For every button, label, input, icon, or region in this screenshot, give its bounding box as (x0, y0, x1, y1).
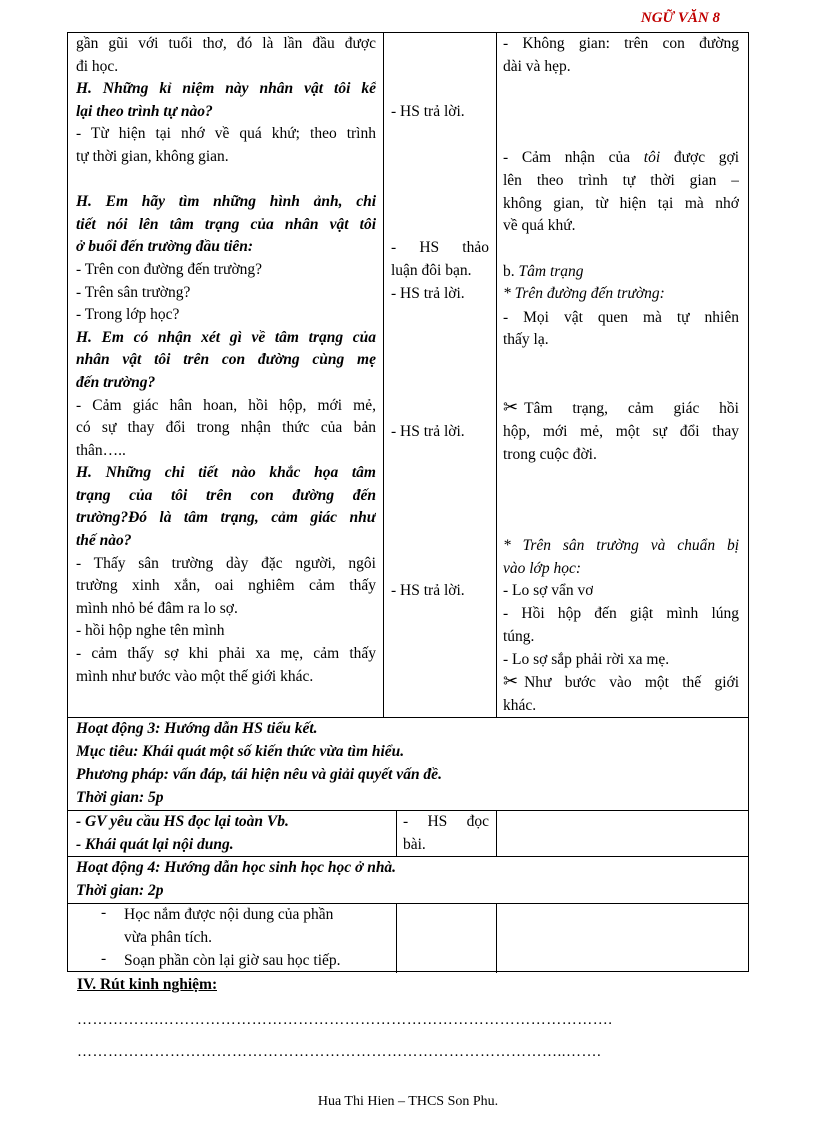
activity3-time: Thời gian: 5p (76, 789, 164, 806)
question-line (76, 169, 376, 192)
content-l8: * Trên đường đến trường: (503, 285, 665, 302)
content-l2: dài và hẹp. (503, 58, 571, 75)
content-l19: - Lo sợ sắp phải rời xa mẹ. (503, 651, 670, 668)
notes-line-1: …………….……………………………………………………………………………. (77, 1012, 613, 1028)
teacher-questions-column (76, 33, 376, 688)
question-line: lại theo trình tự nào? (76, 102, 213, 120)
activity3-task-b: - Khái quát lại nội dung. (76, 836, 234, 853)
question-line: H. Em hãy tìm những hình ảnh, chi (76, 193, 376, 211)
content-l17: - Hồi hộp đến giật mình lúng (503, 605, 739, 622)
activity4-bullet-1a: Học nắm được nội dung của phần (124, 906, 334, 923)
question-line: - hồi hộp nghe tên mình (76, 622, 225, 640)
question-line: - Từ hiện tại nhớ về quá khứ; theo trình (76, 125, 376, 143)
content-l13: trong cuộc đời. (503, 446, 597, 463)
question-line: mình nhỏ bé đâm ra lo sợ. (76, 599, 238, 617)
col-divider-2 (496, 33, 497, 717)
question-line: trạng của tôi trên con đường đến (76, 486, 376, 504)
content-l1: - Không gian: trên con đường (503, 35, 739, 52)
content-l7: b. Tâm trạng (503, 263, 584, 280)
question-line: - Trên sân trường? (76, 283, 191, 301)
content-l21: khác. (503, 697, 537, 714)
question-line: H. Em có nhận xét gì về tâm trạng của (76, 328, 376, 346)
col-divider-1 (383, 33, 384, 717)
activity4-title: Hoạt động 4: Hướng dẫn học sinh học học ở nhà. (76, 859, 397, 876)
activity3-student-a: - HS đọc (403, 813, 489, 830)
subject-header: NGỮ VĂN 8 (640, 10, 720, 26)
activity4-bullet-1b: vừa phân tích. (124, 929, 213, 946)
bullet-1: - (101, 904, 107, 921)
content-l10: thấy lạ. (503, 331, 549, 348)
activity3-student-b: bài. (403, 836, 426, 853)
col-divider-6 (496, 903, 497, 973)
activity3-title: Hoạt động 3: Hướng dẫn HS tiểu kết. (76, 720, 318, 737)
activity3-method: Phương pháp: vấn đáp, tái hiện nêu và giải quyết vấn đề. (76, 766, 442, 783)
content-l6: về quá khứ. (503, 217, 576, 234)
question-line: ở buổi đến trường đầu tiên: (76, 238, 254, 256)
col-divider-5 (396, 903, 397, 973)
student-activity-b3: - HS trả lời. (391, 285, 465, 302)
question-line: - cảm thấy sợ khi phải xa mẹ, cảm thấy (76, 645, 376, 663)
section4-title: IV. Rút kinh nghiệm: (77, 976, 218, 993)
student-activity-b1: - HS thảo (391, 239, 489, 256)
question-line: - Trên con đường đến trường? (76, 260, 263, 278)
question-line: trường xinh xắn, oai nghiêm cảm thấy (76, 577, 376, 595)
student-activity-d: - HS trả lời. (391, 582, 465, 599)
scissors-icon: ✂ (503, 398, 519, 417)
question-line: tự thời gian, không gian. (76, 147, 229, 165)
content-l12: hộp, mới mẻ, một sự đổi thay (503, 423, 739, 440)
question-line: - Trong lớp học? (76, 306, 180, 324)
content-l18: túng. (503, 628, 535, 645)
question-line: trường?Đó là tâm trạng, cảm giác như (76, 509, 376, 527)
question-line: đến trường? (76, 373, 156, 391)
activity3-task-a: - GV yêu cầu HS đọc lại toàn Vb. (76, 813, 289, 830)
question-line: - Cảm giác hân hoan, hồi hộp, mới mẻ, (76, 396, 376, 414)
question-line: thế nào? (76, 532, 132, 550)
content-l14: * Trên sân trường và chuẩn bị (503, 537, 739, 554)
question-line: nhân vật tôi trên con đường cùng mẹ (76, 351, 376, 369)
activity4-bullet-2: Soạn phần còn lại giờ sau học tiếp. (124, 952, 341, 969)
question-line: có sự thay đổi trong nhận thức của bản (76, 419, 376, 437)
content-l4: lên theo trình tự thời gian – (503, 172, 739, 189)
question-line: thân….. (76, 441, 126, 459)
content-l20: ✂ Như bước vào một thế giới (503, 672, 739, 691)
col-divider-4 (496, 810, 497, 856)
activity4-time: Thời gian: 2p (76, 882, 164, 899)
content-l3: - Cảm nhận của tôi được gợi (503, 149, 739, 166)
notes-line-2: …………………………………………………………………………………..……. (77, 1044, 602, 1060)
activity3-objective: Mục tiêu: Khái quát một số kiến thức vừa tìm hiểu. (76, 743, 405, 760)
page-footer: Hua Thi Hien – THCS Son Phu. (317, 1094, 499, 1109)
content-l15: vào lớp học: (503, 560, 581, 577)
student-activity-b2: luận đôi bạn. (391, 262, 472, 279)
content-l16: - Lo sợ vẩn vơ (503, 582, 594, 599)
content-l9: - Mọi vật quen mà tự nhiên (503, 309, 739, 326)
question-line: H. Những chi tiết nào khắc họa tâm (76, 464, 376, 482)
scissors-icon-2: ✂ (503, 672, 519, 691)
student-activity-a: - HS trả lời. (391, 103, 465, 120)
question-line: đi học. (76, 57, 119, 75)
question-line: mình như bước vào một thế giới khác. (76, 667, 314, 685)
student-activity-c: - HS trả lời. (391, 423, 465, 440)
question-line: - Thấy sân trường dày đặc người, ngôi (76, 554, 376, 572)
question-line: gần gũi với tuổi thơ, đó là lần đầu được (76, 35, 376, 52)
content-l5: không gian, từ hiện tại mà nhớ (503, 195, 739, 212)
question-line: H. Những kỉ niệm này nhân vật tôi kể (76, 80, 376, 98)
bullet-2: - (101, 950, 107, 967)
question-line: tiết nói lên tâm trạng của nhân vật tôi (76, 215, 376, 233)
content-l11: ✂ Tâm trạng, cảm giác hồi (503, 398, 739, 417)
col-divider-3 (396, 810, 397, 856)
